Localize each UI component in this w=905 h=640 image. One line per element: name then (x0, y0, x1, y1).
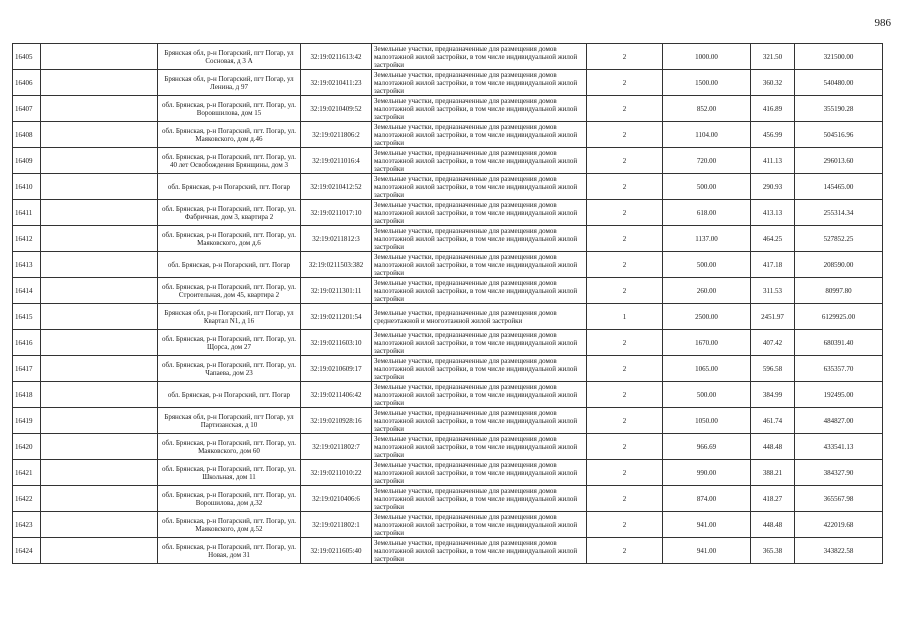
record-number: 16407 (13, 96, 41, 122)
table-row (13, 96, 883, 122)
group-cell: 2 (587, 278, 663, 304)
unit-value-cell: 418.27 (751, 486, 795, 512)
cadastral-number-cell: 32:19:0211010:22 (301, 460, 372, 486)
land-use-cell: Земельные участки, предназначенные для размещения домов малоэтажной жилой застройки, в том числе индивидуальной жилой застройки (372, 70, 587, 96)
table-row (13, 330, 883, 356)
address-cell: Брянская обл, р-н Погарский, пгт Погар, ул Партизанская, д 10 (158, 408, 301, 434)
unit-value-cell: 456.99 (751, 122, 795, 148)
table-row (13, 252, 883, 278)
group-cell: 2 (587, 70, 663, 96)
unit-value-cell: 360.32 (751, 70, 795, 96)
spacer-cell (41, 96, 158, 122)
record-number: 16413 (13, 252, 41, 278)
spacer-cell (41, 200, 158, 226)
spacer-cell (41, 408, 158, 434)
address-cell: обл. Брянская, р-н Погарский, пгт. Погар, ул. Фабричная, дом 3, квартира 2 (158, 200, 301, 226)
area-cell: 1500.00 (663, 70, 751, 96)
area-cell: 618.00 (663, 200, 751, 226)
address-cell: обл. Брянская, р-н Погарский, пгт. Погар, ул. Новая, дом 31 (158, 538, 301, 564)
record-number: 16416 (13, 330, 41, 356)
address-cell: обл. Брянская, р-н Погарский, пгт. Погар, ул. Маяковского, дом д.6 (158, 226, 301, 252)
area-cell: 500.00 (663, 252, 751, 278)
cadastral-value-cell: 296013.60 (795, 148, 883, 174)
record-number: 16424 (13, 538, 41, 564)
record-number: 16412 (13, 226, 41, 252)
group-cell: 2 (587, 408, 663, 434)
land-use-cell: Земельные участки, предназначенные для размещения домов малоэтажной жилой застройки, в том числе индивидуальной жилой застройки (372, 96, 587, 122)
cadastral-value-cell: 504516.96 (795, 122, 883, 148)
address-cell: Брянская обл, р-н Погарский, пгт Погар, ул Ленина, д 97 (158, 70, 301, 96)
record-number: 16414 (13, 278, 41, 304)
address-cell: обл. Брянская, р-н Погарский, пгт. Погар (158, 252, 301, 278)
land-use-cell: Земельные участки, предназначенные для размещения домов малоэтажной жилой застройки, в том числе индивидуальной жилой застройки (372, 200, 587, 226)
spacer-cell (41, 122, 158, 148)
group-cell: 2 (587, 122, 663, 148)
table-row (13, 174, 883, 200)
table-row (13, 226, 883, 252)
record-number: 16420 (13, 434, 41, 460)
address-cell: обл. Брянская, р-н Погарский, пгт. Погар, ул. Щорса, дом 27 (158, 330, 301, 356)
cadastral-value-cell: 384327.90 (795, 460, 883, 486)
area-cell: 500.00 (663, 382, 751, 408)
table-row (13, 122, 883, 148)
group-cell: 2 (587, 434, 663, 460)
land-use-cell: Земельные участки, предназначенные для размещения домов малоэтажной жилой застройки, в том числе индивидуальной жилой застройки (372, 148, 587, 174)
cadastral-value-cell: 484827.00 (795, 408, 883, 434)
table-row (13, 356, 883, 382)
address-cell: Брянская обл, р-н Погарский, пгт Погар, ул Сосновая, д 3 А (158, 44, 301, 70)
table-row (13, 304, 883, 330)
cadastral-value-cell: 208590.00 (795, 252, 883, 278)
cadastral-value-cell: 422019.68 (795, 512, 883, 538)
cadastral-value-cell: 540480.00 (795, 70, 883, 96)
area-cell: 2500.00 (663, 304, 751, 330)
spacer-cell (41, 356, 158, 382)
cadastral-number-cell: 32:19:0210928:16 (301, 408, 372, 434)
cadastral-value-cell: 255314.34 (795, 200, 883, 226)
table-row (13, 486, 883, 512)
record-number: 16421 (13, 460, 41, 486)
cadastral-number-cell: 32:19:0211301:11 (301, 278, 372, 304)
unit-value-cell: 388.21 (751, 460, 795, 486)
land-use-cell: Земельные участки, предназначенные для размещения домов малоэтажной жилой застройки, в том числе индивидуальной жилой застройки (372, 434, 587, 460)
cadastral-value-cell: 145465.00 (795, 174, 883, 200)
spacer-cell (41, 538, 158, 564)
area-cell: 500.00 (663, 174, 751, 200)
record-number: 16405 (13, 44, 41, 70)
record-number: 16408 (13, 122, 41, 148)
table-row (13, 408, 883, 434)
group-cell: 2 (587, 356, 663, 382)
table-row (13, 460, 883, 486)
land-use-cell: Земельные участки, предназначенные для размещения домов малоэтажной жилой застройки, в том числе индивидуальной жилой застройки (372, 330, 587, 356)
address-cell: обл. Брянская, р-н Погарский, пгт. Погар, ул. 40 лет Освобождения Брянщины, дом 3 (158, 148, 301, 174)
spacer-cell (41, 304, 158, 330)
address-cell: Брянская обл, р-н Погарский, пгт Погар, ул Квартал N1, д 16 (158, 304, 301, 330)
table-row (13, 382, 883, 408)
cadastral-number-cell: 32:19:0211016:4 (301, 148, 372, 174)
spacer-cell (41, 512, 158, 538)
record-number: 16423 (13, 512, 41, 538)
table-row (13, 512, 883, 538)
area-cell: 720.00 (663, 148, 751, 174)
cadastral-value-cell: 527852.25 (795, 226, 883, 252)
area-cell: 1137.00 (663, 226, 751, 252)
unit-value-cell: 461.74 (751, 408, 795, 434)
group-cell: 2 (587, 330, 663, 356)
area-cell: 1065.00 (663, 356, 751, 382)
record-number: 16411 (13, 200, 41, 226)
land-use-cell: Земельные участки, предназначенные для размещения домов малоэтажной жилой застройки, в том числе индивидуальной жилой застройки (372, 460, 587, 486)
cadastral-value-cell: 343822.58 (795, 538, 883, 564)
group-cell: 2 (587, 148, 663, 174)
spacer-cell (41, 44, 158, 70)
cadastral-number-cell: 32:19:0211613:42 (301, 44, 372, 70)
table-row (13, 538, 883, 564)
cadastral-number-cell: 32:19:0211802:7 (301, 434, 372, 460)
unit-value-cell: 413.13 (751, 200, 795, 226)
table-row (13, 278, 883, 304)
address-cell: обл. Брянская, р-н Погарский, пгт. Погар, ул. Маяковского, дом д.52 (158, 512, 301, 538)
cadastral-number-cell: 32:19:0210412:52 (301, 174, 372, 200)
spacer-cell (41, 382, 158, 408)
area-cell: 941.00 (663, 512, 751, 538)
spacer-cell (41, 226, 158, 252)
unit-value-cell: 448.48 (751, 512, 795, 538)
spacer-cell (41, 486, 158, 512)
land-use-cell: Земельные участки, предназначенные для размещения домов малоэтажной жилой застройки, в том числе индивидуальной жилой застройки (372, 408, 587, 434)
group-cell: 2 (587, 174, 663, 200)
group-cell: 2 (587, 226, 663, 252)
unit-value-cell: 596.58 (751, 356, 795, 382)
unit-value-cell: 2451.97 (751, 304, 795, 330)
group-cell: 2 (587, 382, 663, 408)
unit-value-cell: 416.89 (751, 96, 795, 122)
cadastral-number-cell: 32:19:0211806:2 (301, 122, 372, 148)
land-use-cell: Земельные участки, предназначенные для размещения домов малоэтажной жилой застройки, в том числе индивидуальной жилой застройки (372, 44, 587, 70)
unit-value-cell: 384.99 (751, 382, 795, 408)
land-use-cell: Земельные участки, предназначенные для размещения домов малоэтажной жилой застройки, в том числе индивидуальной жилой застройки (372, 122, 587, 148)
page-number: 986 (874, 17, 891, 29)
cadastral-number-cell: 32:19:0210406:6 (301, 486, 372, 512)
cadastral-value-cell: 635357.70 (795, 356, 883, 382)
cadastral-number-cell: 32:19:0211603:10 (301, 330, 372, 356)
area-cell: 874.00 (663, 486, 751, 512)
address-cell: обл. Брянская, р-н Погарский, пгт. Погар (158, 382, 301, 408)
cadastral-number-cell: 32:19:0210609:17 (301, 356, 372, 382)
address-cell: обл. Брянская, р-н Погарский, пгт. Погар, ул. Строительная, дом 45, квартира 2 (158, 278, 301, 304)
group-cell: 1 (587, 304, 663, 330)
cadastral-number-cell: 32:19:0211201:54 (301, 304, 372, 330)
cadastral-number-cell: 32:19:0211503:382 (301, 252, 372, 278)
table-row (13, 200, 883, 226)
unit-value-cell: 311.53 (751, 278, 795, 304)
group-cell: 2 (587, 252, 663, 278)
cadastral-value-cell: 365567.98 (795, 486, 883, 512)
area-cell: 1050.00 (663, 408, 751, 434)
spacer-cell (41, 460, 158, 486)
spacer-cell (41, 252, 158, 278)
cadastral-number-cell: 32:19:0211406:42 (301, 382, 372, 408)
address-cell: обл. Брянская, р-н Погарский, пгт. Погар, ул. Воровшилова, дом 15 (158, 96, 301, 122)
record-number: 16409 (13, 148, 41, 174)
address-cell: обл. Брянская, р-н Погарский, пгт. Погар, ул. Маяковского, дом 60 (158, 434, 301, 460)
record-number: 16417 (13, 356, 41, 382)
land-use-cell: Земельные участки, предназначенные для размещения домов малоэтажной жилой застройки, в том числе индивидуальной жилой застройки (372, 252, 587, 278)
address-cell: обл. Брянская, р-н Погарский, пгт. Погар, ул. Ворошилова, дом д.32 (158, 486, 301, 512)
land-use-cell: Земельные участки, предназначенные для размещения домов малоэтажной жилой застройки, в том числе индивидуальной жилой застройки (372, 538, 587, 564)
record-number: 16419 (13, 408, 41, 434)
area-cell: 941.00 (663, 538, 751, 564)
cadastral-value-cell: 355190.28 (795, 96, 883, 122)
group-cell: 2 (587, 96, 663, 122)
address-cell: обл. Брянская, р-н Погарский, пгт. Погар, ул. Школьная, дом 11 (158, 460, 301, 486)
registry-body (13, 44, 883, 564)
cadastral-number-cell: 32:19:0210409:52 (301, 96, 372, 122)
land-use-cell: Земельные участки, предназначенные для размещения домов малоэтажной жилой застройки, в том числе индивидуальной жилой застройки (372, 356, 587, 382)
group-cell: 2 (587, 200, 663, 226)
unit-value-cell: 448.48 (751, 434, 795, 460)
land-use-cell: Земельные участки, предназначенные для размещения домов среднеэтажной и многоэтажной жилой застройки (372, 304, 587, 330)
group-cell: 2 (587, 538, 663, 564)
cadastral-value-cell: 6129925.00 (795, 304, 883, 330)
cadastral-number-cell: 32:19:0211812:3 (301, 226, 372, 252)
cadastral-value-cell: 680391.40 (795, 330, 883, 356)
unit-value-cell: 411.13 (751, 148, 795, 174)
table-row (13, 148, 883, 174)
land-use-cell: Земельные участки, предназначенные для размещения домов малоэтажной жилой застройки, в том числе индивидуальной жилой застройки (372, 382, 587, 408)
group-cell: 2 (587, 460, 663, 486)
group-cell: 2 (587, 44, 663, 70)
land-use-cell: Земельные участки, предназначенные для размещения домов малоэтажной жилой застройки, в том числе индивидуальной жилой застройки (372, 486, 587, 512)
cadastral-value-cell: 321500.00 (795, 44, 883, 70)
record-number: 16406 (13, 70, 41, 96)
area-cell: 852.00 (663, 96, 751, 122)
cadastral-number-cell: 32:19:0210411:23 (301, 70, 372, 96)
unit-value-cell: 365.38 (751, 538, 795, 564)
table-row (13, 70, 883, 96)
record-number: 16415 (13, 304, 41, 330)
group-cell: 2 (587, 512, 663, 538)
cadastral-number-cell: 32:19:0211605:40 (301, 538, 372, 564)
spacer-cell (41, 278, 158, 304)
unit-value-cell: 407.42 (751, 330, 795, 356)
spacer-cell (41, 148, 158, 174)
spacer-cell (41, 174, 158, 200)
spacer-cell (41, 330, 158, 356)
address-cell: обл. Брянская, р-н Погарский, пгт. Погар, ул. Маяковского, дом д.46 (158, 122, 301, 148)
table-row (13, 44, 883, 70)
area-cell: 1104.00 (663, 122, 751, 148)
area-cell: 260.00 (663, 278, 751, 304)
group-cell: 2 (587, 486, 663, 512)
unit-value-cell: 464.25 (751, 226, 795, 252)
area-cell: 1670.00 (663, 330, 751, 356)
record-number: 16410 (13, 174, 41, 200)
cadastral-value-cell: 192495.00 (795, 382, 883, 408)
cadastral-number-cell: 32:19:0211802:1 (301, 512, 372, 538)
area-cell: 966.69 (663, 434, 751, 460)
unit-value-cell: 321.50 (751, 44, 795, 70)
unit-value-cell: 290.93 (751, 174, 795, 200)
record-number: 16418 (13, 382, 41, 408)
spacer-cell (41, 70, 158, 96)
unit-value-cell: 417.18 (751, 252, 795, 278)
land-use-cell: Земельные участки, предназначенные для размещения домов малоэтажной жилой застройки, в том числе индивидуальной жилой застройки (372, 226, 587, 252)
spacer-cell (41, 434, 158, 460)
area-cell: 1000.00 (663, 44, 751, 70)
address-cell: обл. Брянская, р-н Погарский, пгт. Погар (158, 174, 301, 200)
land-use-cell: Земельные участки, предназначенные для размещения домов малоэтажной жилой застройки, в том числе индивидуальной жилой застройки (372, 278, 587, 304)
record-number: 16422 (13, 486, 41, 512)
cadastral-number-cell: 32:19:0211017:10 (301, 200, 372, 226)
land-use-cell: Земельные участки, предназначенные для размещения домов малоэтажной жилой застройки, в том числе индивидуальной жилой застройки (372, 174, 587, 200)
registry-table (12, 43, 883, 564)
cadastral-value-cell: 433541.13 (795, 434, 883, 460)
land-use-cell: Земельные участки, предназначенные для размещения домов малоэтажной жилой застройки, в том числе индивидуальной жилой застройки (372, 512, 587, 538)
table-row (13, 434, 883, 460)
cadastral-value-cell: 80997.80 (795, 278, 883, 304)
area-cell: 990.00 (663, 460, 751, 486)
address-cell: обл. Брянская, р-н Погарский, пгт. Погар, ул. Чапаева, дом 23 (158, 356, 301, 382)
